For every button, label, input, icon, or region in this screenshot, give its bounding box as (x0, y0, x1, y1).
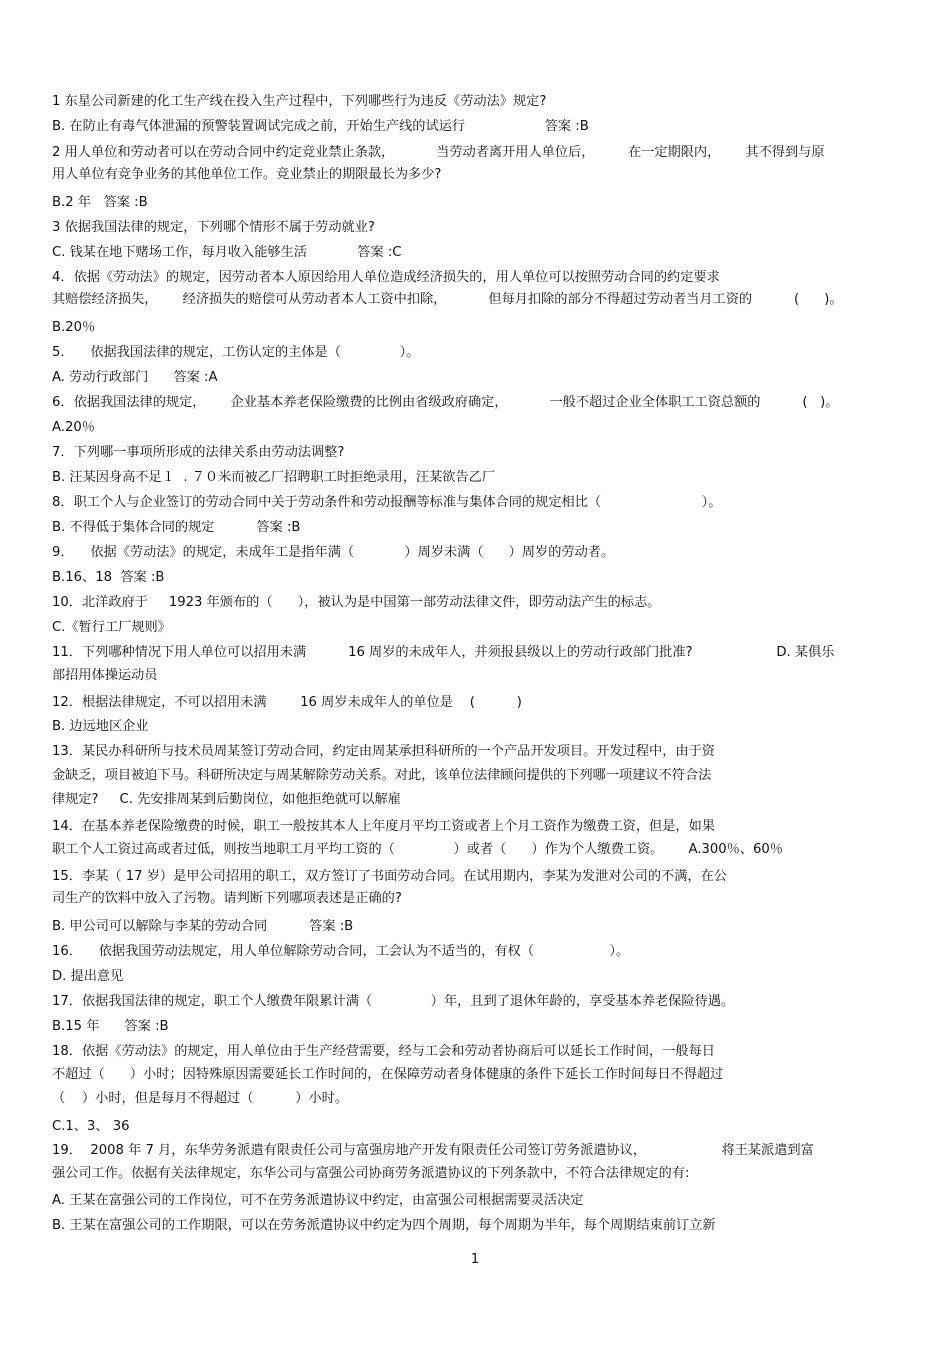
text-line: 12．根据法律规定，不可以招用未满 16 周岁未成年人的单位是 ( ) (52, 695, 522, 710)
text-line: 不超过（ ）小时；因特殊原因需要延长工作时间的，在保障劳动者身体健康的条件下延长工作时间每日不得超过 (52, 1067, 724, 1082)
text-line: B.2 年 答案 :B (52, 195, 148, 210)
text-line: B. 汪某因身高不足１ . ７０米而被乙厂招聘职工时拒绝录用，汪某欲告乙厂 (52, 470, 496, 485)
text-line: 职工个人工资过高或者过低，则按当地职工月平均工资的（ ）或者（ ）作为个人缴费工资。 A.300％、60％ (52, 842, 783, 857)
text-line: 律规定? C. 先安排周某到后勤岗位，如他拒绝就可以解雇 (52, 792, 401, 807)
text-line: 1 东星公司新建的化工生产线在投入生产过程中，下列哪些行为违反《劳动法》规定? (52, 94, 547, 109)
text-line: B. 甲公司可以解除与李某的劳动合同 答案 :B (52, 919, 354, 934)
text-line: D. 提出意见 (52, 969, 124, 984)
text-line: C.1、3、 36 (52, 1119, 130, 1134)
text-line: 5． 依据我国法律的规定，工伤认定的主体是（ ）。 (52, 345, 420, 360)
text-line: 14．在基本养老保险缴费的时候，职工一般按其本人上年度月平均工资或者上个月工资作为缴费工资，但是，如果 (52, 819, 715, 834)
text-line: B. 不得低于集体合同的规定 答案 :B (52, 520, 301, 535)
text-line: 金缺乏，项目被迫下马。科研所决定与周某解除劳动关系。对此，该单位法律顾问提供的下列哪一项建议不符合法 (52, 768, 712, 783)
text-line: 强公司工作。依据有关法律规定，东华公司与富强公司协商劳务派遣协议的下列条款中，不符合法律规定的有: (52, 1166, 690, 1181)
text-line: A.20％ (52, 420, 95, 435)
text-line: 2 用人单位和劳动者可以在劳动合同中约定竞业禁止条款， 当劳动者离开用人单位后， 在一定期限内， 其不得到与原 (52, 145, 825, 160)
text-line: 部招用体操运动员 (52, 668, 158, 683)
text-line: A. 王某在富强公司的工作岗位，可不在劳务派遣协议中约定，由富强公司根据需要灵活决定 (52, 1193, 584, 1208)
page-number: 1 (470, 1252, 480, 1267)
text-line: 7．下列哪一事项所形成的法律关系由劳动法调整? (52, 445, 345, 460)
text-line: 19． 2008 年 7 月，东华劳务派遣有限责任公司与富强房地产开发有限责任公司签订劳务派遣协议， 将王某派遣到富 (52, 1143, 814, 1158)
text-line: 11．下列哪种情况下用人单位可以招用未满 16 周岁的未成年人，并须报县级以上的劳动行政部门批准? D. 某俱乐 (52, 645, 835, 660)
text-line: 司生产的饮料中放入了污物。请判断下列哪项表述是正确的? (52, 891, 402, 906)
text-line: 3 依据我国法律的规定，下列哪个情形不属于劳动就业? (52, 220, 375, 235)
text-line: 18．依据《劳动法》的规定，用人单位由于生产经营需要，经与工会和劳动者协商后可以延长工作时间，一般每日 (52, 1044, 715, 1059)
text-line: B. 边远地区企业 (52, 719, 149, 734)
text-line: B.15 年 答案 :B (52, 1019, 169, 1034)
text-line: 6．依据我国法律的规定， 企业基本养老保险缴费的比例由省级政府确定， 一般不超过企业全体职工工资总额的 ( )。 (52, 395, 839, 410)
text-line: 8．职工个人与企业签订的劳动合同中关于劳动条件和劳动报酬等标准与集体合同的规定相比（ ）。 (52, 495, 722, 510)
text-line: 13．某民办科研所与技术员周某签订劳动合同，约定由周某承担科研所的一个产品开发项目。开发过程中，由于资 (52, 744, 715, 759)
text-line: B.16、18 答案 :B (52, 570, 165, 585)
text-line: 15．李某（ 17 岁）是甲公司招用的职工，双方签订了书面劳动合同。在试用期内，李某为发泄对公司的不满，在公 (52, 869, 727, 884)
text-line: B.20％ (52, 320, 96, 335)
text-line: 4．依据《劳动法》的规定，因劳动者本人原因给用人单位造成经济损失的，用人单位可以按照劳动合同的约定要求 (52, 270, 720, 285)
text-line: 17．依据我国法律的规定，职工个人缴费年限累计满（ ）年，且到了退休年龄的，享受基本养老保险待遇。 (52, 994, 735, 1009)
text-line: 10．北洋政府于 1923 年颁布的（ ），被认为是中国第一部劳动法律文件，即劳动法产生的标志。 (52, 595, 661, 610)
text-line: 9． 依据《劳动法》的规定，未成年工是指年满（ ）周岁未满（ ）周岁的劳动者。 (52, 545, 615, 560)
text-line: C.《暂行工厂规则》 (52, 620, 171, 635)
text-line: B. 王某在富强公司的工作期限，可以在劳务派遣协议中约定为四个周期，每个周期为半年，每个周期结束前订立新 (52, 1218, 716, 1233)
text-line: （ ）小时，但是每月不得超过（ ）小时。 (52, 1091, 349, 1106)
text-line: C. 钱某在地下赌场工作，每月收入能够生活 答案 :C (52, 245, 402, 260)
text-line: 其赔偿经济损失， 经济损失的赔偿可从劳动者本人工资中扣除， 但每月扣除的部分不得超过劳动者当月工资的 ( )。 (52, 292, 843, 307)
text-line: A. 劳动行政部门 答案 :A (52, 370, 218, 385)
text-line: 用人单位有竞争业务的其他单位工作。竞业禁止的期限最长为多少? (52, 167, 442, 182)
text-line: B. 在防止有毒气体泄漏的预警装置调试完成之前，开始生产线的试运行 答案 :B (52, 119, 589, 134)
text-line: 16． 依据我国劳动法规定，用人单位解除劳动合同，工会认为不适当的，有权（ ）。 (52, 944, 630, 959)
